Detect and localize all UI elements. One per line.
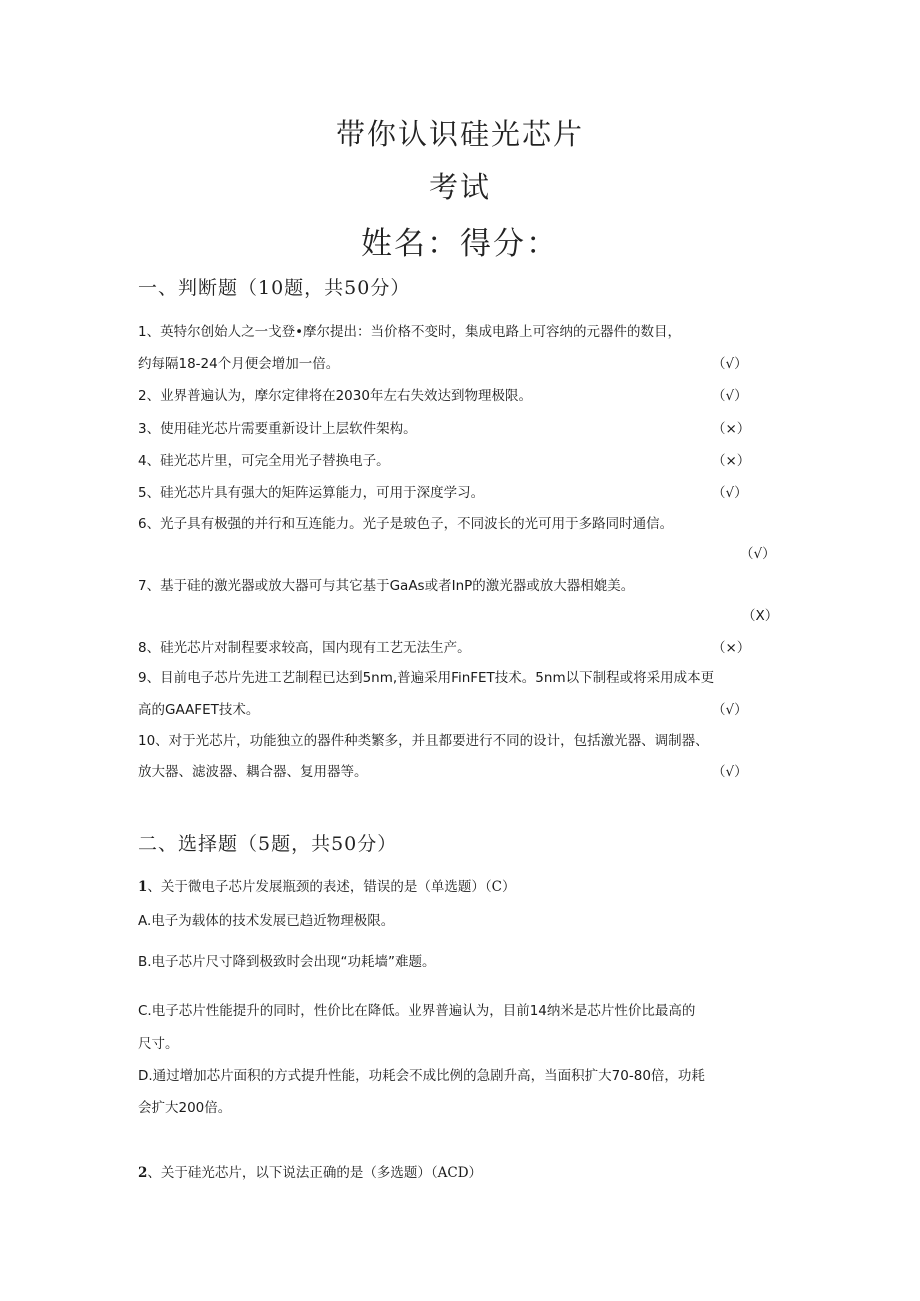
tf-question-3: 3、使用硅光芯片需要重新设计上层软件架构。	[138, 421, 417, 437]
tf-question-9-line-1: 9、目前电子芯片先进工艺制程已达到5nm,普遍采用FinFET技术。5nm以下制程或将采用成本更	[138, 670, 715, 686]
tf-answer-6: （√）	[740, 546, 776, 562]
choice-1-option-d-line-1: D.通过增加芯片面积的方式提升性能，功耗会不成比例的急剧升高，当面积扩大70-80倍，功耗	[138, 1068, 705, 1084]
document-title: 带你认识硅光芯片	[335, 117, 584, 151]
choice-1-option-b: B.电子芯片尺寸降到极致时会出现“功耗墙”难题。	[138, 954, 436, 970]
tf-question-1-line-2: 约每隔18-24个月便会增加一倍。	[138, 356, 340, 372]
choice-question-2-text: 、关于硅光芯片，以下说法正确的是（多选题）（ACD）	[147, 1165, 483, 1181]
name-score-line: 姓名：得分：	[361, 226, 559, 262]
tf-answer-2: （√）	[712, 388, 748, 404]
tf-question-6: 6、光子具有极强的并行和互连能力。光子是玻色子，不同波长的光可用于多路同时通信。	[138, 516, 674, 532]
tf-question-8: 8、硅光芯片对制程要求较高，国内现有工艺无法生产。	[138, 640, 471, 656]
tf-answer-7: （X）	[742, 608, 779, 624]
tf-question-4: 4、硅光芯片里，可完全用光子替换电子。	[138, 453, 390, 469]
choice-question-1-stem	[138, 877, 516, 897]
tf-answer-8: （×）	[712, 640, 751, 656]
choice-1-option-c-line-2: 尺寸。	[138, 1036, 179, 1052]
tf-question-2: 2、业界普遍认为，摩尔定律将在2030年左右失效达到物理极限。	[138, 388, 532, 404]
choice-question-2-stem	[138, 1163, 482, 1183]
choice-question-2-number: 2	[138, 1165, 148, 1181]
tf-question-1-line-1: 1、英特尔创始人之一戈登•摩尔提出：当价格不变时，集成电路上可容纳的元器件的数目，	[138, 324, 682, 340]
tf-answer-3: （×）	[712, 421, 751, 437]
choice-question-1-number: 1	[138, 879, 148, 895]
tf-answer-10: （√）	[712, 764, 748, 780]
tf-answer-5: （√）	[712, 485, 748, 501]
section-1-heading: 一、判断题（10题，共50分）	[138, 277, 411, 299]
tf-question-10-line-2: 放大器、滤波器、耦合器、复用器等。	[138, 764, 368, 780]
choice-question-1-text: 、关于微电子芯片发展瓶颈的表述，错误的是（单选题）（C）	[147, 879, 516, 895]
tf-question-5: 5、硅光芯片具有强大的矩阵运算能力，可用于深度学习。	[138, 485, 485, 501]
choice-1-option-c-line-1: C.电子芯片性能提升的同时，性价比在降低。业界普遍认为，目前14纳米是芯片性价比最高的	[138, 1003, 696, 1019]
tf-question-9-line-2: 高的GAAFET技术。	[138, 702, 260, 718]
tf-answer-4: （×）	[712, 453, 751, 469]
document-subtitle: 考试	[428, 170, 491, 204]
choice-1-option-d-line-2: 会扩大200倍。	[138, 1100, 232, 1116]
tf-question-7: 7、基于硅的激光器或放大器可与其它基于GaAs或者InP的激光器或放大器相媲美。	[138, 578, 635, 594]
choice-1-option-a: A.电子为载体的技术发展已趋近物理极限。	[138, 913, 395, 929]
tf-answer-9: （√）	[712, 702, 748, 718]
tf-question-10-line-1: 10、对于光芯片，功能独立的器件种类繁多，并且都要进行不同的设计，包括激光器、调制器、	[138, 733, 709, 749]
tf-answer-1: （√）	[712, 356, 748, 372]
section-2-heading: 二、选择题（5题，共50分）	[138, 833, 398, 855]
